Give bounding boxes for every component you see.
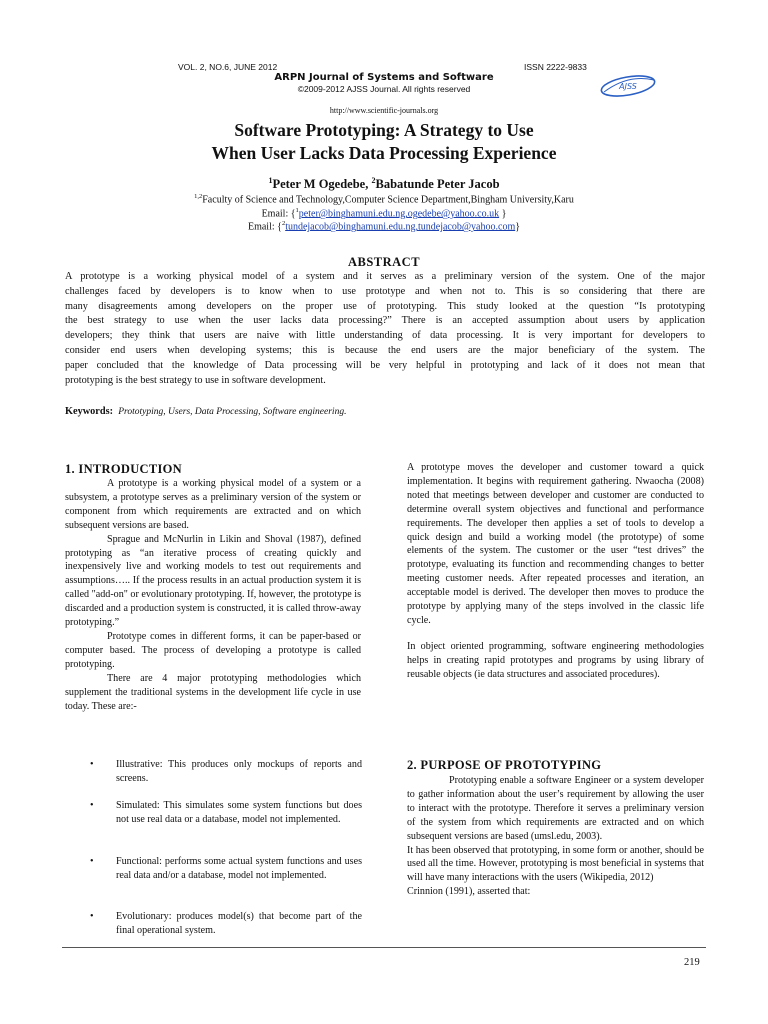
journal-logo [598,72,658,100]
section-2-heading: 2. PURPOSE OF PROTOTYPING [407,758,602,772]
email-link-1[interactable]: peter@binghamuni.edu.ng,ogedebe@yahoo.co.uk [298,208,500,220]
right-text-bottom [407,774,704,899]
volume-info: VOL. 2, NO.6, JUNE 2012 [178,62,278,72]
right-paragraph-1: A prototype moves the developer and customer toward a quick implementation. It begins with requirement gathering. Nwaocha (2008) noted that meetings between developer and customer are conducted to determine overall system objectives and functional and performance requirements. The developer then applies a set of tools to develop a quick design and build a working model (the prototype) of some elements of the system. The customer or the user “test drives” the prototype, evaluating its function and recommending changes to better meeting customer needs. After repeated processes and iteration, an acceptable model is derived. The developer then moves to produce the prototype by applying many of the steps involved in the classic life cycle. [407,462,704,626]
intro-paragraph-1: A prototype is a working physical model of a system or a subsystem, a prototype serves as a preliminary version of the system or component from which requirements are extracted and on which subsequent versions are based. [65,478,361,531]
right-text-top [407,461,704,682]
email-line-1: Email: {$^1$peter@binghamuni.edu.ng,ogedebe@yahoo.co.uk } [261,207,507,220]
email-link-2[interactable]: tundejacob@binghamuni.edu.ng,tundejacob@yahoo.com [285,221,516,233]
section-1-heading: 1. INTRODUCTION [65,462,183,476]
intro-paragraph-3: Prototype comes in different forms, it can be paper-based or computer based. The process of developing a prototype is called prototyping. [65,630,361,670]
abstract-body: A prototype is a working physical model of a system and it serves as a preliminary version of the system. One of the major challenges faced by developers is to know when to use prototype and when not to. This is so considering that there are many disagreements among developers on the proper use of prototyping. This study looked at the question “Is prototyping the best strategy to use when the user lacks data processing?” There is an accepted assumption about users by application developers; they think that users are naive with little understanding of data processing. It is very important for developers to consider end users when developing systems; this is because the end users are the major beneficiary of the system. The paper concluded that the knowledge of Data processing will be very helpful in prototyping and lack of it does not mean that prototyping is the best strategy to use in software development. [65,271,705,386]
journal-name: ARPN Journal of Systems and Software [274,72,494,83]
footer-divider [62,947,706,948]
email-line-2: Email: {$^2$tundejacob@binghamuni.edu.ng,tundejacob@yahoo.com} [247,220,521,233]
logo-text: AJSS [619,82,637,91]
intro-paragraph-4: There are 4 major prototyping methodologies which supplement the traditional systems in the development life cycle in use today. These are:- [65,672,361,712]
purpose-paragraph-3: Crinnion (1991), asserted that: [407,886,531,898]
journal-url[interactable]: http://www.scientific-journals.org [329,106,439,115]
abstract-heading: ABSTRACT [347,255,421,269]
issn: ISSN 2222-9833 [524,62,587,72]
intro-text [65,477,361,713]
intro-paragraph-2: Sprague and McNurlin in Likin and Shoval (1987), defined prototyping as “an iterative process of creating quickly and inexpensively live and working models to test out requirements and assumptions….. If the process results in an actual production system it is called "add-on" or evolutionary prototyping. If, however, the prototype is discarded and a production system is constructed, it is called throw-away prototyping.” [65,533,361,629]
copyright: ©2009-2012 AJSS Journal. All rights reserved [297,84,471,94]
purpose-paragraph-2: It has been observed that prototyping, in some form or another, should be used all the time. However, prototyping is most beneficial in systems that will have many interactions with the users (Wikipedia, 2012) [407,844,704,884]
bullet-dot-icon: • [90,759,94,770]
bullet-dot-icon: • [90,911,94,922]
page-number: 219 [684,957,700,968]
right-paragraph-2: In object oriented programming, software engineering methodologies helps in creating rapid prototypes and programs by using library of reusable objects (ie data structures and associated procedures). [407,640,704,680]
paper-title-line1: Software Prototyping: A Strategy to Use [234,120,534,140]
bullet-dot-icon: • [90,800,94,811]
affiliation: $^{1,2}$Faculty of Science and Technology,Computer Science Department,Bingham University,Karu [194,193,574,206]
authors: $^1$Peter M Ogedebe, $^2$Babatunde Peter Jacob [268,176,500,192]
keywords: Keywords: Prototyping, Users, Data Processing, Software engineering. [65,406,347,417]
bullet-dot-icon: • [90,856,94,867]
purpose-paragraph-1: Prototyping enable a software Engineer or a system developer to gather information about the user’s requirement by allowing the user to interact with the prototype. Therefore it serves a preliminary version of the system from which requirements are extracted and on which subsequent versions are based (umsl.edu, 2003). [407,775,704,842]
paper-title-line2: When User Lacks Data Processing Experience [211,143,557,163]
